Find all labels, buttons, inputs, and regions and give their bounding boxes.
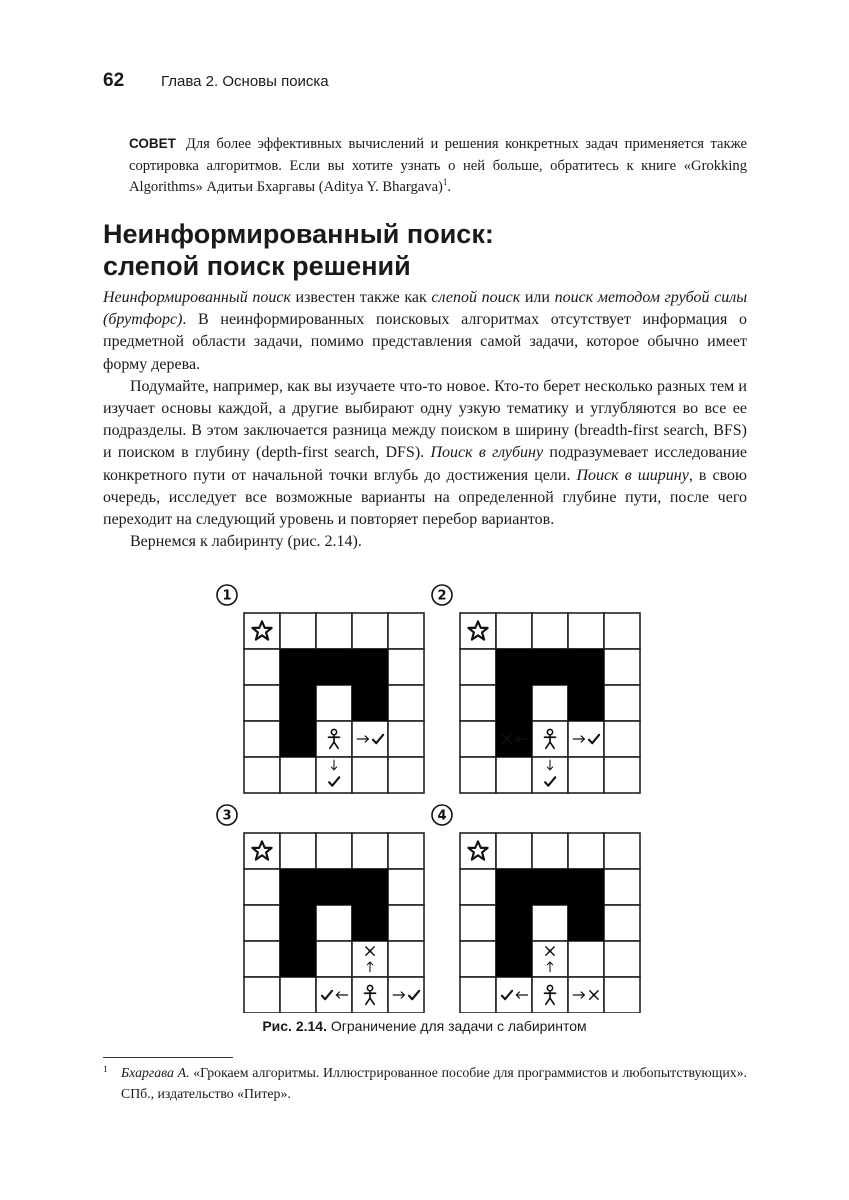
maze-cell	[568, 941, 604, 977]
maze-cell	[460, 757, 496, 793]
maze-cell	[352, 833, 388, 869]
maze-cell	[316, 833, 352, 869]
panel-number: 3	[222, 808, 232, 824]
maze-cell	[244, 833, 280, 869]
maze-cell	[388, 685, 424, 721]
maze-cell	[244, 869, 280, 905]
caption-text: Ограничение для задачи с лабиринтом	[326, 1018, 587, 1034]
maze-panel-2	[432, 585, 640, 793]
maze-cell	[460, 721, 496, 757]
section-heading-line1: Неинформированный поиск:	[103, 219, 494, 249]
maze-cell	[280, 977, 316, 1013]
maze-cell	[460, 869, 496, 905]
maze-cell	[604, 833, 640, 869]
caption-label: Рис. 2.14.	[262, 1018, 327, 1034]
footnote-rule	[103, 1057, 233, 1058]
maze-cell	[244, 649, 280, 685]
maze-cell	[244, 685, 280, 721]
maze-cell	[388, 941, 424, 977]
tip-box	[129, 133, 747, 199]
figure-caption	[0, 1018, 849, 1034]
maze-cell	[460, 905, 496, 941]
maze-cell	[352, 613, 388, 649]
paragraph-3: Вернемся к лабиринту (рис. 2.14).	[130, 533, 362, 551]
maze-cell	[532, 685, 568, 721]
paragraph-1: Неинформированный поиск известен также как слепой поиск или поиск методом грубой силы (брутфорс). В неинформированных поисковых алгоритмах отсутствует информация о предметной области задачи, помимо представления самой задачи, которое обычно имеет форму дерева.	[103, 289, 748, 373]
chapter-title: Глава 2. Основы поиска	[161, 73, 329, 90]
maze-panel-4	[432, 805, 640, 1013]
maze-cell	[604, 721, 640, 757]
maze-cell	[568, 757, 604, 793]
maze-cell	[532, 833, 568, 869]
maze-cell	[604, 613, 640, 649]
maze-cell	[604, 757, 640, 793]
section-heading-line2: слепой поиск решений	[103, 251, 411, 281]
tip-label: СОВЕТ	[129, 136, 176, 151]
maze-cell	[460, 941, 496, 977]
maze-cell	[316, 613, 352, 649]
footnote	[103, 1062, 747, 1104]
maze-cell	[604, 869, 640, 905]
maze-cell	[280, 757, 316, 793]
maze-cell	[604, 649, 640, 685]
footnote-author: Бхаргава А.	[121, 1065, 190, 1080]
tip-footnote-ref: 1	[442, 177, 448, 187]
panel-number: 4	[437, 808, 447, 824]
maze-cell	[568, 613, 604, 649]
maze-cell	[244, 613, 280, 649]
maze-cell	[604, 941, 640, 977]
maze-cell	[244, 721, 280, 757]
section-heading	[103, 218, 743, 282]
tip-text: Для более эффективных вычислений и решения конкретных задач применяется также сортировка алгоритмов. Если вы хотите узнать о ней больше, обратитесь к книге «Grokking Algorithms» Адитьи Бхаргавы (Aditya Y. Bhargava)	[129, 136, 747, 195]
maze-cell	[388, 833, 424, 869]
maze-cell	[244, 977, 280, 1013]
tip-text-end: .	[447, 179, 452, 195]
footnote-mark: 1	[103, 1064, 108, 1074]
maze-cell	[460, 977, 496, 1013]
page-number: 62	[103, 70, 125, 91]
maze-cell	[244, 941, 280, 977]
maze-cell	[496, 833, 532, 869]
term-blind: слепой поиск	[431, 289, 521, 306]
maze-cell	[352, 757, 388, 793]
maze-cell	[460, 649, 496, 685]
maze-cell	[244, 905, 280, 941]
maze-cell	[460, 613, 496, 649]
maze-cell	[496, 613, 532, 649]
maze-cell	[280, 613, 316, 649]
maze-cell	[316, 685, 352, 721]
maze-cell	[280, 833, 316, 869]
maze-cell	[244, 757, 280, 793]
maze-cell	[496, 757, 532, 793]
panel-number: 1	[222, 588, 232, 604]
term-bfs: Поиск в ширину	[576, 466, 689, 484]
maze-cell	[316, 905, 352, 941]
term-uninformed: Неинформированный поиск	[103, 289, 291, 306]
maze-cell	[388, 757, 424, 793]
maze-figure	[200, 581, 660, 1013]
maze-cell	[388, 649, 424, 685]
maze-cell	[604, 977, 640, 1013]
term-dfs: Поиск в глубину	[430, 444, 544, 462]
paragraph-2: Подумайте, например, как вы изучаете что-то новое. Кто-то берет несколько разных тем и изучает основы каждой, а другие выбирают одну узкую тематику и углубляются во все ее подразделы. В этом заключается разница между поиском в ширину (breadth-first search, BFS) и поиском в глубину (depth-first search, DFS). Поиск в глубину подразумевает исследование конкретного пути от начальной точки вглубь до достижения цели. Поиск в ширину, в свою очередь, исследует все возможные варианты на определенной глубине пути, после чего переходит на следующий уровень и повторяет перебор вариантов.	[103, 377, 748, 529]
maze-cell	[568, 833, 604, 869]
running-head	[103, 70, 753, 96]
maze-cell	[460, 833, 496, 869]
maze-cell	[388, 905, 424, 941]
maze-cell	[316, 941, 352, 977]
panel-number: 2	[437, 588, 447, 604]
term-bruteforce: поиск методом грубой силы (брутфорс)	[103, 289, 748, 329]
footnote-text: Бхаргава А. «Грокаем алгоритмы. Иллюстрированное пособие для программистов и любопытствующих». СПб., издательство «Питер».	[121, 1065, 747, 1101]
maze-cell	[460, 685, 496, 721]
maze-cell	[532, 613, 568, 649]
maze-cell	[388, 721, 424, 757]
maze-cell	[388, 613, 424, 649]
maze-cell	[604, 905, 640, 941]
maze-cell	[532, 905, 568, 941]
maze-cell	[604, 685, 640, 721]
body-text	[103, 287, 747, 553]
maze-panel-3	[217, 805, 424, 1013]
maze-panel-1	[217, 585, 424, 793]
maze-cell	[388, 869, 424, 905]
